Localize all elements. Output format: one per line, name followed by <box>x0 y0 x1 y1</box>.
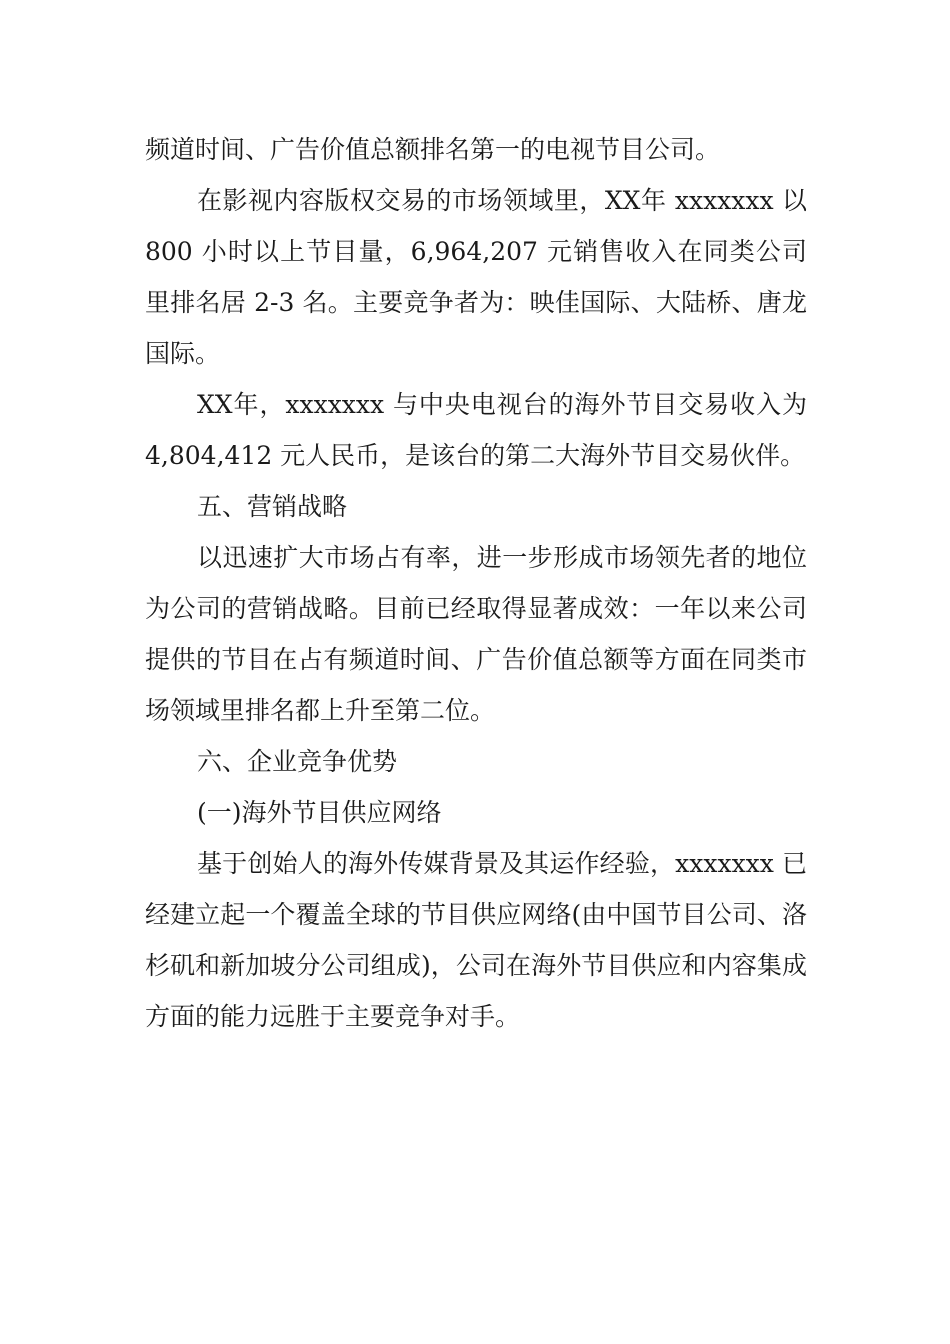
section-heading-competitive-advantage: 六、企业竞争优势 <box>197 747 398 776</box>
paragraph-cctv-revenue: XX年，xxxxxxx 与中央电视台的海外节目交易收入为 4,804,412 元人民币，是该台的第二大海外节目交易伙伴。 <box>145 390 807 470</box>
paragraph-continuation: 频道时间、广告价值总额排名第一的电视节目公司。 <box>145 135 721 164</box>
paragraph-marketing-strategy: 以迅速扩大市场占有率，进一步形成市场领先者的地位为公司的营销战略。目前已经取得显著成效：一年以来公司提供的节目在占有频道时间、广告价值总额等方面在同类市场领域里排名都上升至第二位。 <box>145 543 807 725</box>
paragraph-copyright-market: 在影视内容版权交易的市场领域里，XX年 xxxxxxx 以 800 小时以上节目量，6,964,207 元销售收入在同类公司里排名居 2-3 名。主要竞争者为：映佳国际、大陆桥、唐龙国际。 <box>145 186 807 368</box>
paragraph-supply-network: 基于创始人的海外传媒背景及其运作经验，xxxxxxx 已经建立起一个覆盖全球的节目供应网络(由中国节目公司、洛杉矶和新加坡分公司组成)，公司在海外节目供应和内容集成方面的能力远胜于主要竞争对手。 <box>145 849 807 1031</box>
section-heading-marketing-strategy: 五、营销战略 <box>197 492 348 521</box>
subsection-heading-supply-network: (一)海外节目供应网络 <box>197 798 442 827</box>
document-page <box>145 124 807 1042</box>
